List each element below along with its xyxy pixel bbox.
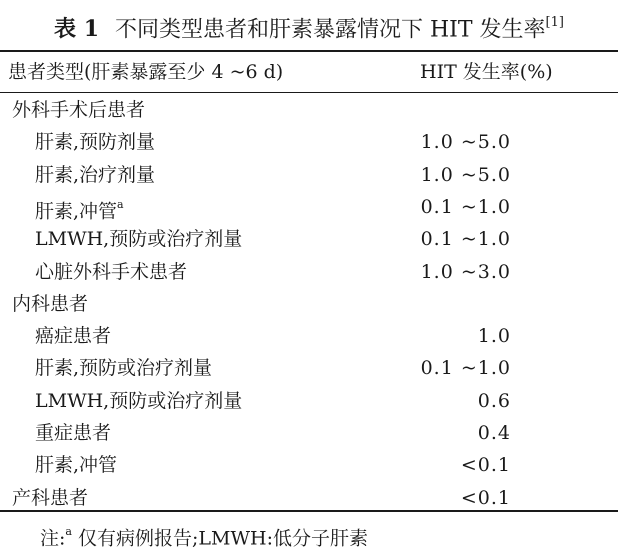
table-title-text: 不同类型患者和肝素暴露情况下 HIT 发生率 bbox=[115, 17, 546, 43]
row-label bbox=[35, 159, 155, 191]
table-row bbox=[0, 256, 618, 288]
row-label bbox=[35, 320, 111, 352]
row-label-text: 癌症患者 bbox=[35, 325, 112, 348]
table-row-category bbox=[0, 288, 618, 320]
table-bottom-rule bbox=[0, 510, 618, 512]
row-value: 1.0 ~3.0 bbox=[420, 260, 511, 283]
row-label bbox=[35, 223, 242, 255]
table-row bbox=[0, 385, 618, 417]
row-label-text: 肝素,预防剂量 bbox=[35, 131, 156, 154]
table-row bbox=[0, 352, 618, 384]
row-label-text: 肝素,预防或治疗剂量 bbox=[35, 357, 213, 380]
row-value: 1.0 bbox=[477, 325, 511, 348]
row-value: 0.6 bbox=[477, 389, 511, 412]
row-label-text: 产科患者 bbox=[12, 486, 89, 509]
row-value: 1.0 ~5.0 bbox=[420, 163, 511, 186]
row-value: 0.1 ~1.0 bbox=[420, 357, 511, 380]
row-label bbox=[35, 126, 155, 158]
table-row bbox=[0, 320, 618, 352]
row-label bbox=[35, 191, 124, 228]
table-row bbox=[0, 191, 618, 223]
table-row-category bbox=[0, 94, 618, 126]
table-title-reference: [1] bbox=[545, 15, 564, 30]
table-row bbox=[0, 126, 618, 158]
row-label bbox=[35, 385, 242, 417]
row-value: <0.1 bbox=[460, 454, 511, 477]
row-label-text: 内科患者 bbox=[12, 292, 89, 315]
row-value: 0.1 ~1.0 bbox=[420, 195, 511, 218]
footnote-marker: a bbox=[65, 525, 72, 538]
table-row bbox=[0, 159, 618, 191]
row-label bbox=[35, 256, 187, 288]
row-label-text: LMWH,预防或治疗剂量 bbox=[35, 228, 243, 251]
row-label bbox=[35, 449, 117, 481]
row-value: 0.4 bbox=[477, 422, 511, 444]
row-value: 0.1 ~1.0 bbox=[420, 228, 511, 251]
row-label-text: 肝素,冲管 bbox=[35, 200, 118, 223]
footnote-text: 仅有病例报告;LMWH:低分子肝素 bbox=[78, 527, 368, 550]
row-label-text: 心脏外科手术患者 bbox=[35, 260, 188, 283]
row-label bbox=[12, 288, 88, 320]
table-footnote bbox=[40, 518, 368, 550]
footnote-prefix: 注: bbox=[40, 527, 66, 550]
row-label-text: 肝素,冲管 bbox=[35, 454, 118, 477]
row-label-text: 外科手术后患者 bbox=[12, 99, 146, 121]
table-number: 表 1 bbox=[54, 16, 99, 43]
table-row bbox=[0, 223, 618, 255]
table-title bbox=[0, 8, 618, 42]
column-header-right: HIT 发生率(%) bbox=[420, 61, 553, 83]
row-label bbox=[12, 94, 145, 126]
row-value: 1.0 ~5.0 bbox=[420, 131, 511, 154]
row-label-text: 肝素,治疗剂量 bbox=[35, 163, 156, 186]
column-header-left: 患者类型(肝素暴露至少 4 ~6 d) bbox=[8, 61, 284, 83]
table-row bbox=[0, 417, 618, 449]
row-label bbox=[35, 352, 212, 384]
table-header-rule bbox=[0, 92, 618, 93]
row-label bbox=[35, 417, 111, 449]
row-label-text: 重症患者 bbox=[35, 422, 112, 444]
table-row bbox=[0, 449, 618, 481]
row-label-text: LMWH,预防或治疗剂量 bbox=[35, 389, 243, 412]
row-value: <0.1 bbox=[460, 486, 511, 509]
row-label-footnote-marker: a bbox=[117, 197, 124, 211]
